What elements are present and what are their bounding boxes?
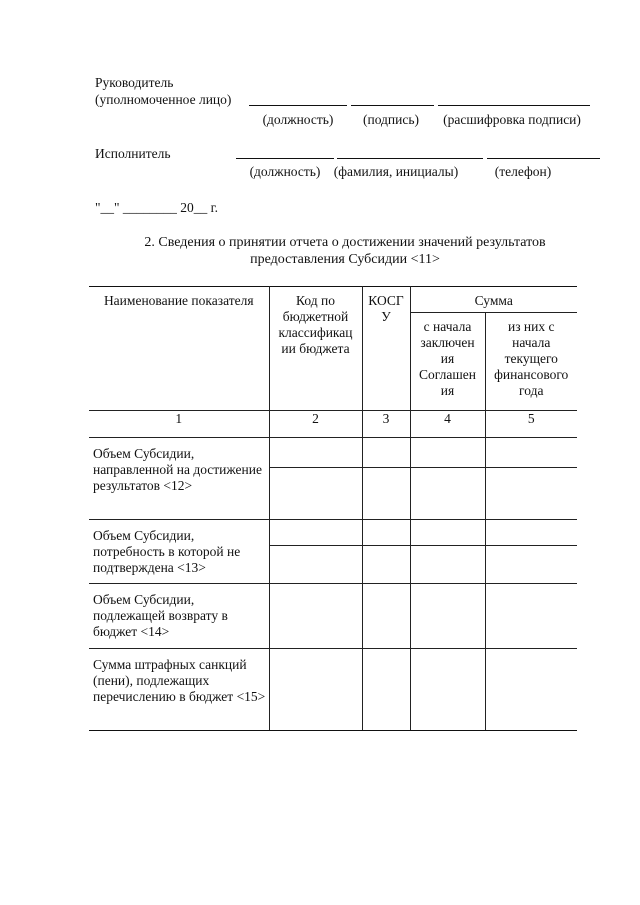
executor-name-line[interactable] xyxy=(337,158,483,159)
head-signature-line[interactable] xyxy=(351,105,434,106)
table-row xyxy=(89,520,577,546)
header-kosgu xyxy=(362,287,410,411)
table-row xyxy=(89,649,577,731)
table-cell[interactable] xyxy=(362,468,410,520)
row-label: Сумма штрафных санкций (пени), подлежащих перечислению в бюджет <15> xyxy=(89,649,269,731)
table-cell[interactable] xyxy=(485,546,577,584)
table-cell[interactable] xyxy=(485,649,577,731)
executor-phone-caption: (телефон) xyxy=(494,164,552,179)
table-cell[interactable] xyxy=(410,520,485,546)
table-cell[interactable] xyxy=(485,438,577,468)
head-label-sub: (уполномоченное лицо) xyxy=(95,92,232,107)
header-sum-from-start xyxy=(410,313,485,411)
column-number: 3 xyxy=(362,411,410,438)
table-cell[interactable] xyxy=(269,438,362,468)
column-number: 4 xyxy=(410,411,485,438)
table-cell[interactable] xyxy=(362,546,410,584)
executor-position-caption: (должность) xyxy=(249,164,321,179)
table-cell[interactable] xyxy=(485,468,577,520)
row-label: Объем Субсидии, потребность в которой не подтверждена <13> xyxy=(89,520,269,584)
head-decoding-line[interactable] xyxy=(438,105,590,106)
table-cell[interactable] xyxy=(362,520,410,546)
table-cell[interactable] xyxy=(410,468,485,520)
header-indicator-text: Наименование показателя xyxy=(103,293,254,308)
table-cell[interactable] xyxy=(269,649,362,731)
row-label: Объем Субсидии, направленной на достижение результатов <12> xyxy=(89,438,269,520)
executor-position-line[interactable] xyxy=(236,158,334,159)
executor-label: Исполнитель xyxy=(95,146,171,161)
header-sum-from-start-text: с начала заключен ия Соглашен ия xyxy=(419,319,476,398)
header-budget-code xyxy=(269,287,362,411)
header-budget-code-text: Код по бюджетной классификац ии бюджета xyxy=(278,293,353,356)
table-cell[interactable] xyxy=(269,546,362,584)
report-table xyxy=(89,286,577,731)
executor-phone-line[interactable] xyxy=(487,158,600,159)
date-line[interactable]: "__" ________ 20__ г. xyxy=(95,200,219,215)
table-cell[interactable] xyxy=(269,584,362,649)
table-row xyxy=(89,438,577,468)
header-sum-current-year xyxy=(485,313,577,411)
table-cell[interactable] xyxy=(362,649,410,731)
header-sum-text: Сумма xyxy=(474,293,513,308)
table-cell[interactable] xyxy=(269,520,362,546)
table-cell[interactable] xyxy=(410,649,485,731)
table-cell[interactable] xyxy=(410,584,485,649)
column-number: 1 xyxy=(89,411,269,438)
table-cell[interactable] xyxy=(410,438,485,468)
table-cell[interactable] xyxy=(485,520,577,546)
table-cell[interactable] xyxy=(269,468,362,520)
table-cell[interactable] xyxy=(362,584,410,649)
table-cell[interactable] xyxy=(410,546,485,584)
column-numbers-row xyxy=(89,411,577,438)
section-title-line1: 2. Сведения о принятии отчета о достижении значений результатов xyxy=(144,235,546,250)
head-label: Руководитель xyxy=(95,75,174,90)
header-sum xyxy=(410,287,577,313)
executor-name-caption: (фамилия, инициалы) xyxy=(333,164,459,179)
column-number: 2 xyxy=(269,411,362,438)
table-cell[interactable] xyxy=(362,438,410,468)
head-position-caption: (должность) xyxy=(262,112,334,127)
section-title-line2: предоставления Субсидии <11> xyxy=(250,252,440,267)
head-position-line[interactable] xyxy=(249,105,347,106)
column-number: 5 xyxy=(485,411,577,438)
header-kosgu-text: КОСГ У xyxy=(368,293,404,324)
row-label: Объем Субсидии, подлежащей возврату в бюджет <14> xyxy=(89,584,269,649)
head-signature-caption: (подпись) xyxy=(362,112,420,127)
table-cell[interactable] xyxy=(485,584,577,649)
header-sum-current-year-text: из них с начала текущего финансового года xyxy=(494,319,569,398)
table-row xyxy=(89,584,577,649)
header-indicator xyxy=(89,287,269,411)
head-decoding-caption: (расшифровка подписи) xyxy=(443,112,581,127)
